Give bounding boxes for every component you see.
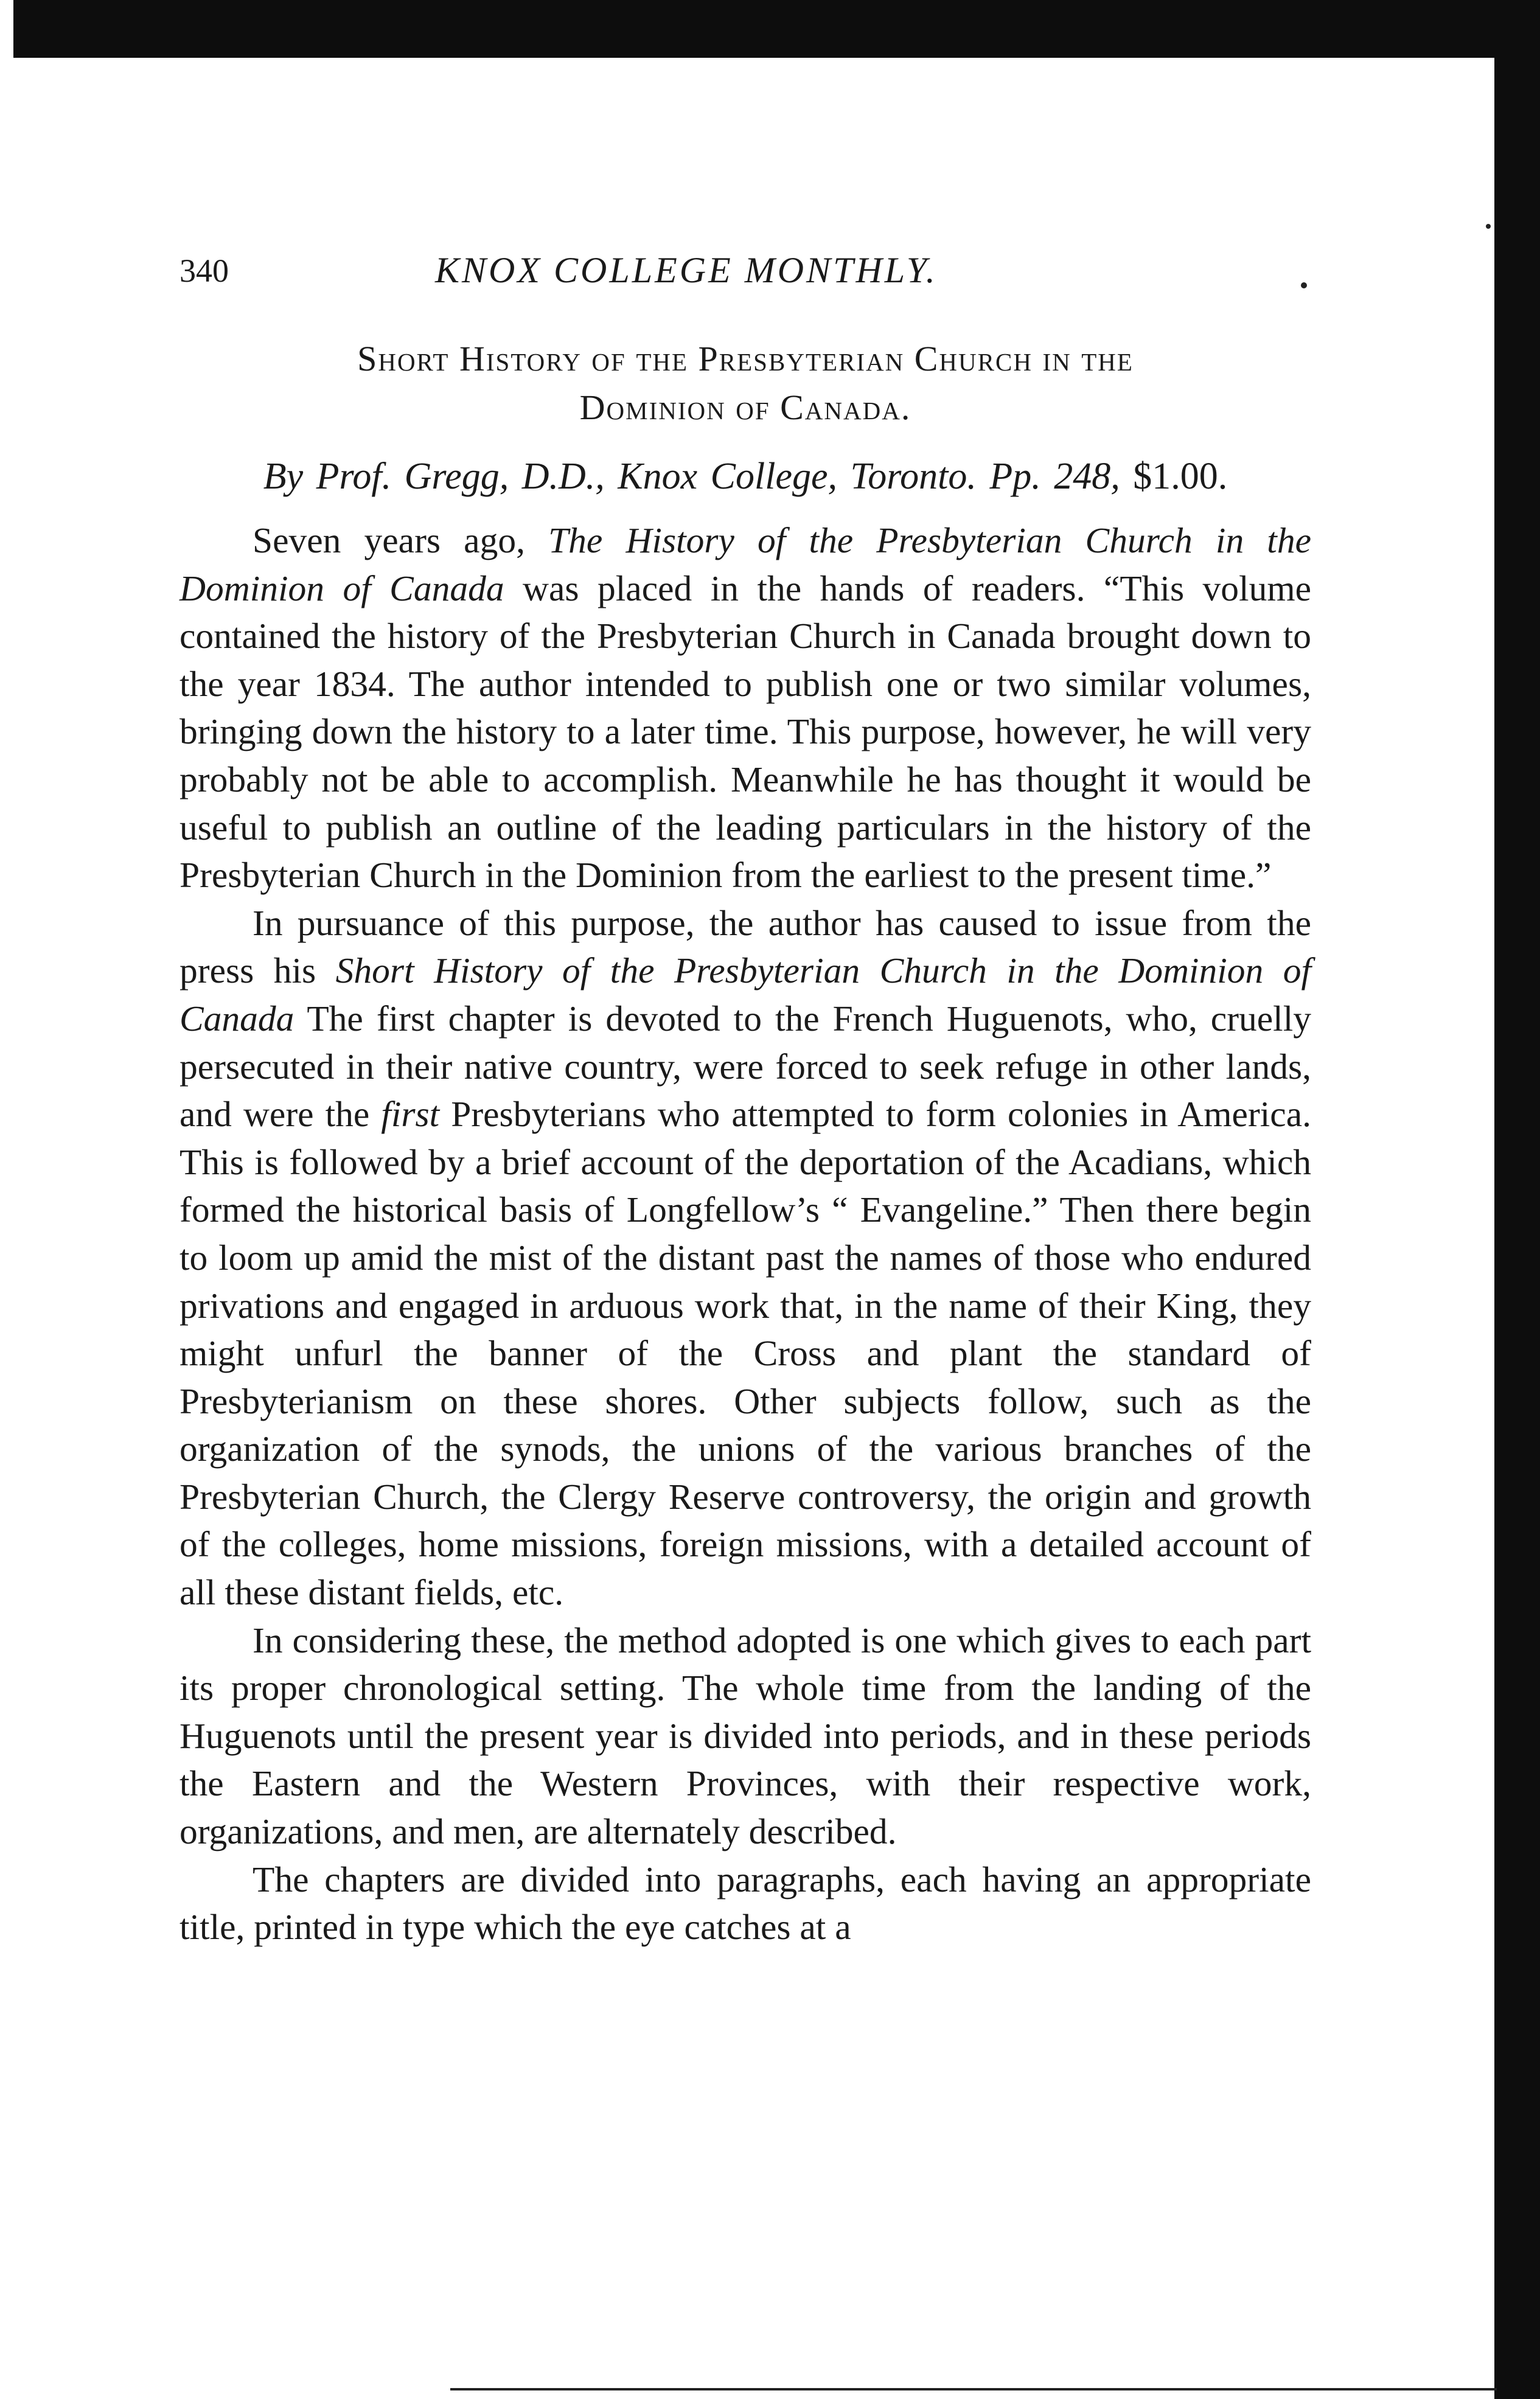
- byline-pages: Pp. 248,: [989, 456, 1120, 497]
- scan-speck: [1486, 224, 1491, 229]
- article-byline: [179, 455, 1311, 498]
- paragraph-3: In considering these, the method adopted is one which gives to each part its proper chronological setting. The whole time from the landing of the Huguenots until the present year is divided into periods, and in these periods the Eastern and the Western Provinces, with their respective work, organizations, and men, are alternately described.: [179, 1620, 1311, 1852]
- scan-border-top: [13, 0, 1540, 58]
- book-title: Short History of the Presbyterian Church in the Dominion of Canada: [179, 950, 1311, 1039]
- paragraph-text: was placed in the hands of readers. “This volume contained the history of the Presbyterian Church in Canada brought down to the year 1834. The author intended to publish one or two similar volumes, bringing down the history to a later time. This purpose, however, he will very probably not be able to accomplish. Meanwhile he has thought it would be useful to publish an outline of the leading particulars in the history of the Presbyterian Church in the Dominion from the earliest to the present time.”: [179, 568, 1312, 896]
- paragraph-text: The first chapter is devoted to the French Huguenots, who, cruelly persecuted in their native country, were forced to seek refuge in other lands, and were the: [179, 998, 1311, 1135]
- journal-title: KNOX COLLEGE MONTHLY.: [435, 250, 938, 290]
- paragraph-2: [179, 899, 1311, 1617]
- page: [179, 243, 1311, 1951]
- paragraph-text: Presbyterians who attempted to form colonies in America. This is followed by a brief account of the deportation of the Acadians, which formed the historical basis of Longfellow’s “ Evangeline.” Then there begin to loom up amid the mist of the distant past the names of those who endured privations and engaged in arduous work that, in the name of their King, they might unfurl the banner of the Cross and plant the standard of Presbyterianism on these shores. Other subjects follow, such as the organization of the synods, the unions of the various branches of the Presbyterian Church, the Clergy Reserve controversy, the origin and growth of the colleges, home missions, foreign missions, with a detailed account of all these distant fields, etc.: [179, 1094, 1311, 1613]
- paragraph-text: In pursuance of this purpose, the author has caused to issue from the press his: [179, 902, 1311, 991]
- paragraph-text: Seven years ago,: [253, 520, 549, 560]
- emphasis: first: [381, 1094, 440, 1135]
- byline-price: $1.00.: [1133, 456, 1228, 497]
- scan-bottom-line: [450, 2388, 1497, 2390]
- page-number: 340: [179, 252, 229, 289]
- scan-border-right: [1494, 58, 1540, 2399]
- article-title-line: Short History of the Presbyterian Church in the: [357, 339, 1134, 378]
- running-head: [179, 243, 1311, 310]
- paragraph-1: [179, 517, 1311, 899]
- byline-author: By Prof. Gregg, D.D., Knox College, Toronto.: [263, 456, 977, 497]
- paragraph-4: The chapters are divided into paragraphs, each having an appropriate title, printed in type which the eye catches at a: [179, 1859, 1311, 1948]
- article-title-line: Dominion of Canada.: [579, 388, 911, 427]
- article-title: [179, 335, 1311, 432]
- book-title: The History of the Presbyterian Church in the Dominion of Canada: [179, 520, 1312, 608]
